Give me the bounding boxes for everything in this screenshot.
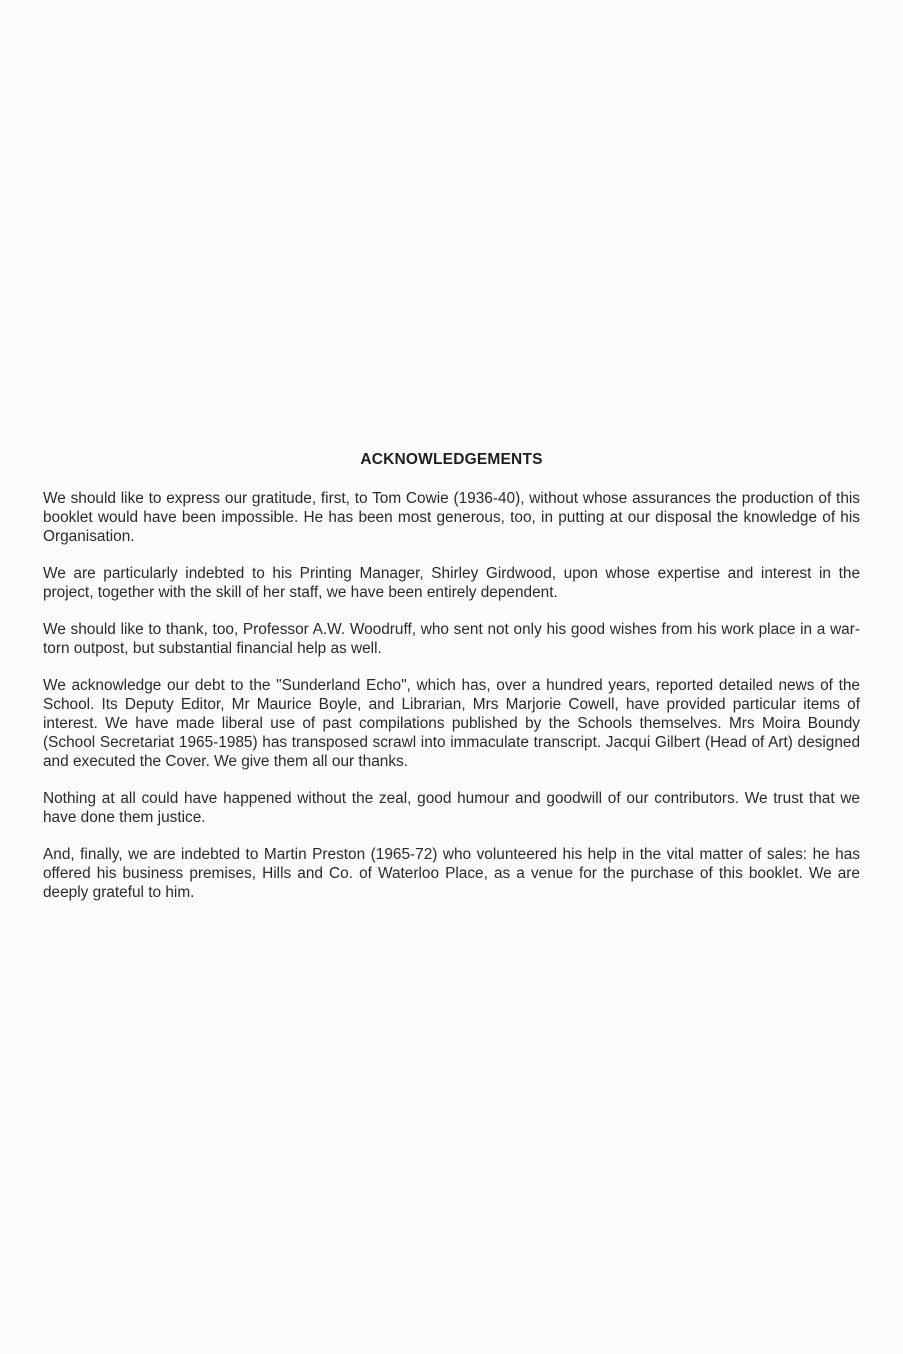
- paragraph-sunderland-echo: We acknowledge our debt to the "Sunderland Echo", which has, over a hundred years, reported detailed news of the School. Its Deputy Editor, Mr Maurice Boyle, and Librarian, Mrs Marjorie Cowell, have provided particular items of interest. We have made liberal use of past compilations published by the Schools themselves. Mrs Moira Boundy (School Secretariat 1965-1985) has transposed scrawl into immaculate transcript. Jacqui Gilbert (Head of Art) designed and executed the Cover. We give them all our thanks.: [43, 677, 860, 770]
- acknowledgements-section: [43, 450, 860, 920]
- paragraph-martin-preston: And, finally, we are indebted to Martin Preston (1965-72) who volunteered his help in the vital matter of sales: he has offered his business premises, Hills and Co. of Waterloo Place, as a venue for the purchase of this booklet. We are deeply grateful to him.: [43, 846, 860, 901]
- page-title: ACKNOWLEDGEMENTS: [360, 451, 543, 468]
- paragraph-tom-cowie: We should like to express our gratitude, first, to Tom Cowie (1936-40), without whose assurances the production of this booklet would have been impossible. He has been most generous, too, in putting at our disposal the knowledge of his Organisation.: [43, 490, 860, 545]
- paragraph-professor-woodruff: We should like to thank, too, Professor A.W. Woodruff, who sent not only his good wishes from his work place in a war-torn outpost, but substantial financial help as well.: [43, 621, 860, 657]
- paragraph-printing-manager: We are particularly indebted to his Printing Manager, Shirley Girdwood, upon whose expertise and interest in the project, together with the skill of her staff, we have been entirely dependent.: [43, 565, 860, 601]
- paragraph-contributors: Nothing at all could have happened without the zeal, good humour and goodwill of our contributors. We trust that we have done them justice.: [43, 790, 860, 826]
